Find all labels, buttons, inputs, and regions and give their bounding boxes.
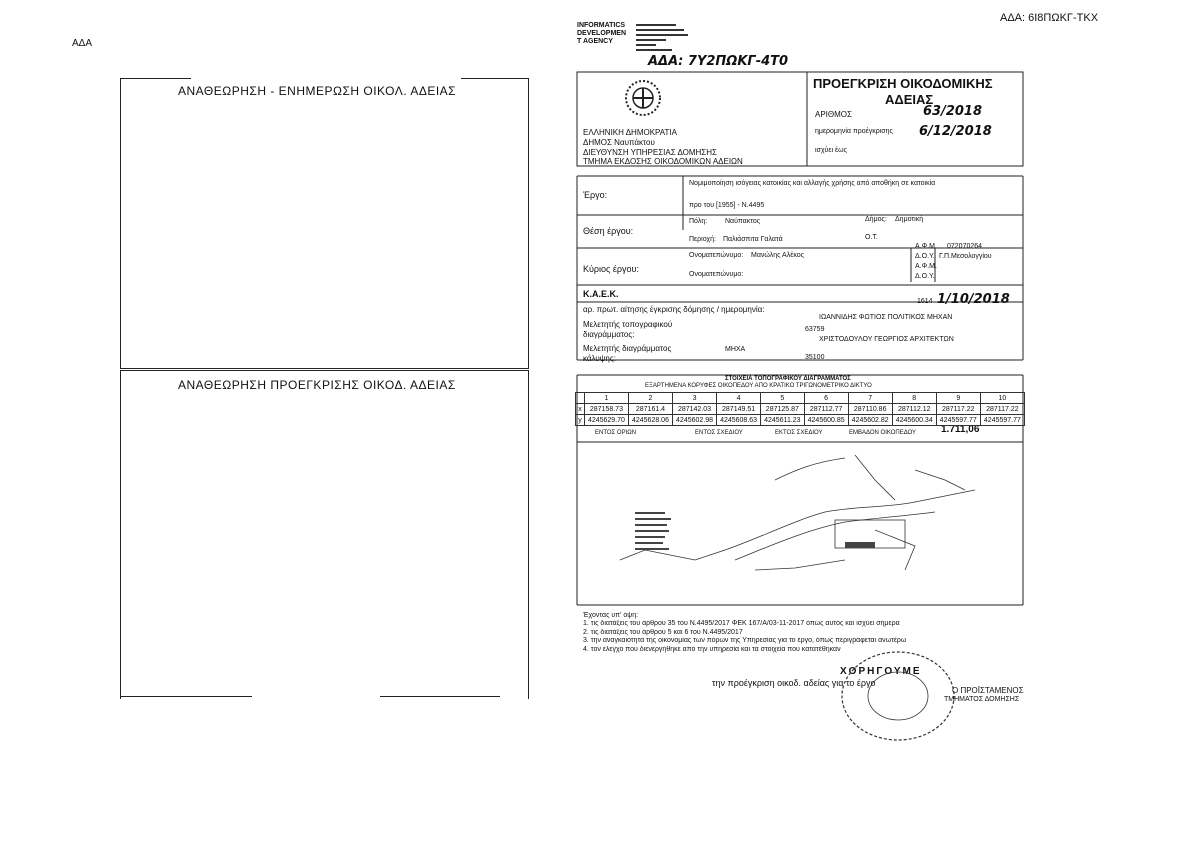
project-law: προ του [1955] - Ν.4495 — [689, 202, 765, 209]
coord-cell: 4245628.06 — [628, 415, 672, 426]
coord-cell: 6 — [804, 393, 848, 404]
coord-cell: 5 — [761, 393, 805, 404]
approval-word: ΧΟΡΗΓΟΥΜΕ — [840, 666, 922, 677]
coord-cell: 287125.87 — [761, 404, 805, 415]
coord-cell: 4245600.85 — [804, 415, 848, 426]
stamp-fine-print — [636, 22, 691, 52]
revision-panel-top — [120, 78, 529, 369]
owner-name-label-2: Ονοματεπώνυμο: — [689, 271, 744, 278]
coord-cell: 287142.03 — [673, 404, 717, 415]
coordinates-table — [575, 392, 1025, 426]
approval-text: την προέγκριση οικοδ. αδείας για το έργο — [712, 678, 876, 688]
ada-right-label: ΑΔΑ: 6Ι8ΠΩΚΓ-ΤΚΧ — [1000, 12, 1099, 24]
coord-cell: 10 — [980, 393, 1024, 404]
signature-title: Ο ΠΡΟΪΣΤΑΜΕΝΟΣ — [952, 686, 1024, 695]
coord-cell: 287117.22 — [936, 404, 980, 415]
coord-cell: 287112.77 — [804, 404, 848, 415]
coord-cell: 287161.4 — [628, 404, 672, 415]
area-value: Παλιάσπιτα Γαλατά — [723, 236, 783, 243]
note-line: 1. τις διατάξεις του άρθρου 35 του Ν.4495/2017 ΦΕΚ 167/Α/03-11-2017 όπως αυτός και ισχύει σήμερα — [583, 620, 900, 628]
coord-cell: 8 — [892, 393, 936, 404]
site-plan-sketch — [615, 450, 1015, 600]
issue-date-label: ημερομηνία προέγκρισης — [815, 128, 893, 135]
coverage-spec: ΜΗΧΑ — [725, 346, 746, 353]
document-title: ΠΡΟΕΓΚΡΙΣΗ ΟΙΚΟΔΟΜΙΚΗΣ — [813, 76, 993, 91]
coordinates-y-row — [576, 415, 1025, 426]
greek-emblem-icon — [623, 78, 663, 118]
application-label: αρ. πρωτ. αίτησης έγκρισης δόμησης / ημερομηνία: — [583, 305, 765, 314]
coord-cell: 287117.22 — [980, 404, 1024, 415]
handwritten-ada: ΑΔΑ: 7Υ2ΠΩΚΓ-4Τ0 — [648, 54, 789, 69]
project-label: Έργο: — [583, 190, 608, 200]
project-description: Νομιμοποίηση ισόγειας κατοικίας και αλλαγής χρήσης από αποθήκη σε κατοικία — [689, 180, 936, 187]
note-line: Έχοντας υπ' όψη: — [583, 612, 639, 619]
authority-line-2: ΔΗΜΟΣ Ναυπάκτου — [583, 138, 655, 147]
coord-cell: 287158.73 — [584, 404, 628, 415]
coord-row-label: y — [576, 415, 585, 426]
coord-row-label: x — [576, 404, 585, 415]
coverage-reg: 35100 — [805, 354, 825, 361]
afm-label: Α.Φ.Μ. — [915, 243, 937, 250]
revision-panel-bottom — [120, 370, 529, 699]
coordinates-header-row — [576, 393, 1025, 404]
coord-cell: 4245608.63 — [717, 415, 761, 426]
district-label: Δήμος: — [865, 216, 887, 223]
coord-cell: 4245602.98 — [673, 415, 717, 426]
document-title-line2: ΑΔΕΙΑΣ — [885, 92, 934, 107]
settlement-label: ΕΝΤΟΣ ΟΡΙΩΝ — [595, 430, 637, 436]
doy-value: Γ.Π.Μεσολογγίου — [939, 253, 992, 260]
pre-approval-revision-title: ΑΝΑΘΕΩΡΗΣΗ ΠΡΟΕΓΚΡΙΣΗΣ ΟΙΚΟΔ. ΑΔΕΙΑΣ — [178, 378, 456, 392]
pre-approval-document — [575, 70, 1025, 610]
coverage-label: Μελετητής διαγράμματος κάλυψης: — [583, 344, 672, 363]
owner-name: Μανώλης Αλέκος — [751, 252, 805, 259]
coord-cell: 4245602.82 — [848, 415, 892, 426]
surveyor-reg: 63759 — [805, 326, 825, 333]
note-line: 4. τον έλεγχο που διενεργήθηκε από την υπηρεσία και τα στοιχεία που κατατέθηκαν — [583, 645, 841, 653]
digital-signature-stamp: INFORMATICS DEVELOPMEN T AGENCY — [577, 22, 627, 45]
outside-plan-label: ΕΚΤΟΣ ΣΧΕΔΙΟΥ — [775, 430, 823, 436]
doy-label-2: Δ.Ο.Υ. — [915, 273, 935, 280]
handwritten-application-date: 1/10/2018 — [937, 292, 1010, 307]
coord-cell: 4245600.34 — [892, 415, 936, 426]
coord-cell: 287112.12 — [892, 404, 936, 415]
notes-section — [583, 612, 1033, 654]
signature-name: ΤΜΗΜΑΤΟΣ ΔΟΜΗΣΗΣ — [944, 696, 1020, 703]
surveyor-label: Μελετητής τοπογραφικού διαγράμματος: — [583, 320, 673, 339]
coord-cell: 287149.51 — [717, 404, 761, 415]
official-seal — [838, 646, 958, 746]
owner-name-label: Ονοματεπώνυμο: — [689, 252, 744, 259]
area-label: Περιοχή: — [689, 236, 716, 243]
plot-area-value: 1.711,06 — [941, 424, 980, 435]
afm-value: 072070264 — [947, 243, 983, 250]
authority-line-4: ΤΜΗΜΑ ΕΚΔΟΣΗΣ ΟΙΚΟΔΟΜΙΚΩΝ ΑΔΕΙΩΝ — [583, 157, 743, 166]
coord-cell: 3 — [673, 393, 717, 404]
coord-cell: 4245629.70 — [584, 415, 628, 426]
coord-cell: 2 — [628, 393, 672, 404]
inside-plan-label: ΕΝΤΟΣ ΣΧΕΔΙΟΥ — [695, 430, 743, 436]
application-number: 1614 — [917, 298, 933, 305]
coord-cell: 1 — [584, 393, 628, 404]
validity-label: ισχύει έως — [815, 147, 847, 154]
coord-cell: 287110.86 — [848, 404, 892, 415]
authority-line-1: ΕΛΛΗΝΙΚΗ ΔΗΜΟΚΡΑΤΙΑ — [583, 128, 677, 137]
ot-label: Ο.Τ. — [865, 234, 878, 241]
coord-cell: 4245597.77 — [980, 415, 1024, 426]
city-value: Ναύπακτος — [725, 218, 761, 225]
city-label: Πόλη: — [689, 218, 708, 225]
authority-line-3: ΔΙΕΥΘΥΝΣΗ ΥΠΗΡΕΣΙΑΣ ΔΟΜΗΣΗΣ — [583, 148, 717, 157]
doy-label: Δ.Ο.Υ. — [915, 253, 935, 260]
ada-left-label: ΑΔΑ — [72, 38, 93, 49]
surveyor-name: ΙΩΑΝΝΙΔΗΣ ΦΩΤΙΟΣ ΠΟΛΙΤΙΚΟΣ ΜΗΧΑΝ — [819, 314, 953, 321]
note-line: 3. την αναγκαιότητα της οικονομίας των πόρων της Υπηρεσίας για το έργο, όπως περιγράφεται ανωτέρω — [583, 637, 907, 645]
district-value: Δημοτική — [895, 216, 924, 223]
number-label: ΑΡΙΘΜΟΣ — [815, 110, 852, 119]
coord-cell: 4 — [717, 393, 761, 404]
handwritten-permit-number: 63/2018 — [923, 104, 983, 119]
plot-area-label: ΕΜΒΑΔΟΝ ΟΙΚΟΠΕΔΟΥ — [849, 430, 917, 436]
coords-title: ΣΤΟΙΧΕΙΑ ΤΟΠΟΓΡΑΦΙΚΟΥ ΔΙΑΓΡΑΜΜΑΤΟΣ — [725, 376, 851, 382]
note-line: 2. τις διατάξεις του άρθρου 5 και 6 του Ν.4495/2017 — [583, 628, 743, 636]
kaek-label: Κ.Α.Ε.Κ. — [583, 289, 619, 299]
coords-subtitle: ΕΞΑΡΤΗΜΕΝΑ ΚΟΡΥΦΕΣ ΟΙΚΟΠΕΔΟΥ ΑΠΟ ΚΡΑΤΙΚΟ ΤΡΙΓΩΝΟΜΕΤΡΙΚΟ ΔΙΚΤΥΟ — [645, 383, 872, 389]
coord-cell: 4245597.77 — [936, 415, 980, 426]
coord-row-label — [576, 393, 585, 404]
coordinates-x-row — [576, 404, 1025, 415]
coord-cell: 4245611.23 — [761, 415, 805, 426]
revision-update-title: ΑΝΑΘΕΩΡΗΣΗ - ΕΝΗΜΕΡΩΣΗ ΟΙΚΟΛ. ΑΔΕΙΑΣ — [178, 84, 457, 98]
coord-cell: 7 — [848, 393, 892, 404]
location-label: Θέση έργου: — [583, 226, 634, 236]
afm-label-2: Α.Φ.Μ. — [915, 263, 937, 270]
owner-label: Κύριος έργου: — [583, 264, 639, 274]
handwritten-issue-date: 6/12/2018 — [919, 124, 992, 139]
coord-cell: 9 — [936, 393, 980, 404]
coverage-name: ΧΡΙΣΤΟΔΟΥΛΟΥ ΓΕΩΡΓΙΟΣ ΑΡΧΙΤΕΚΤΩΝ — [819, 336, 954, 343]
